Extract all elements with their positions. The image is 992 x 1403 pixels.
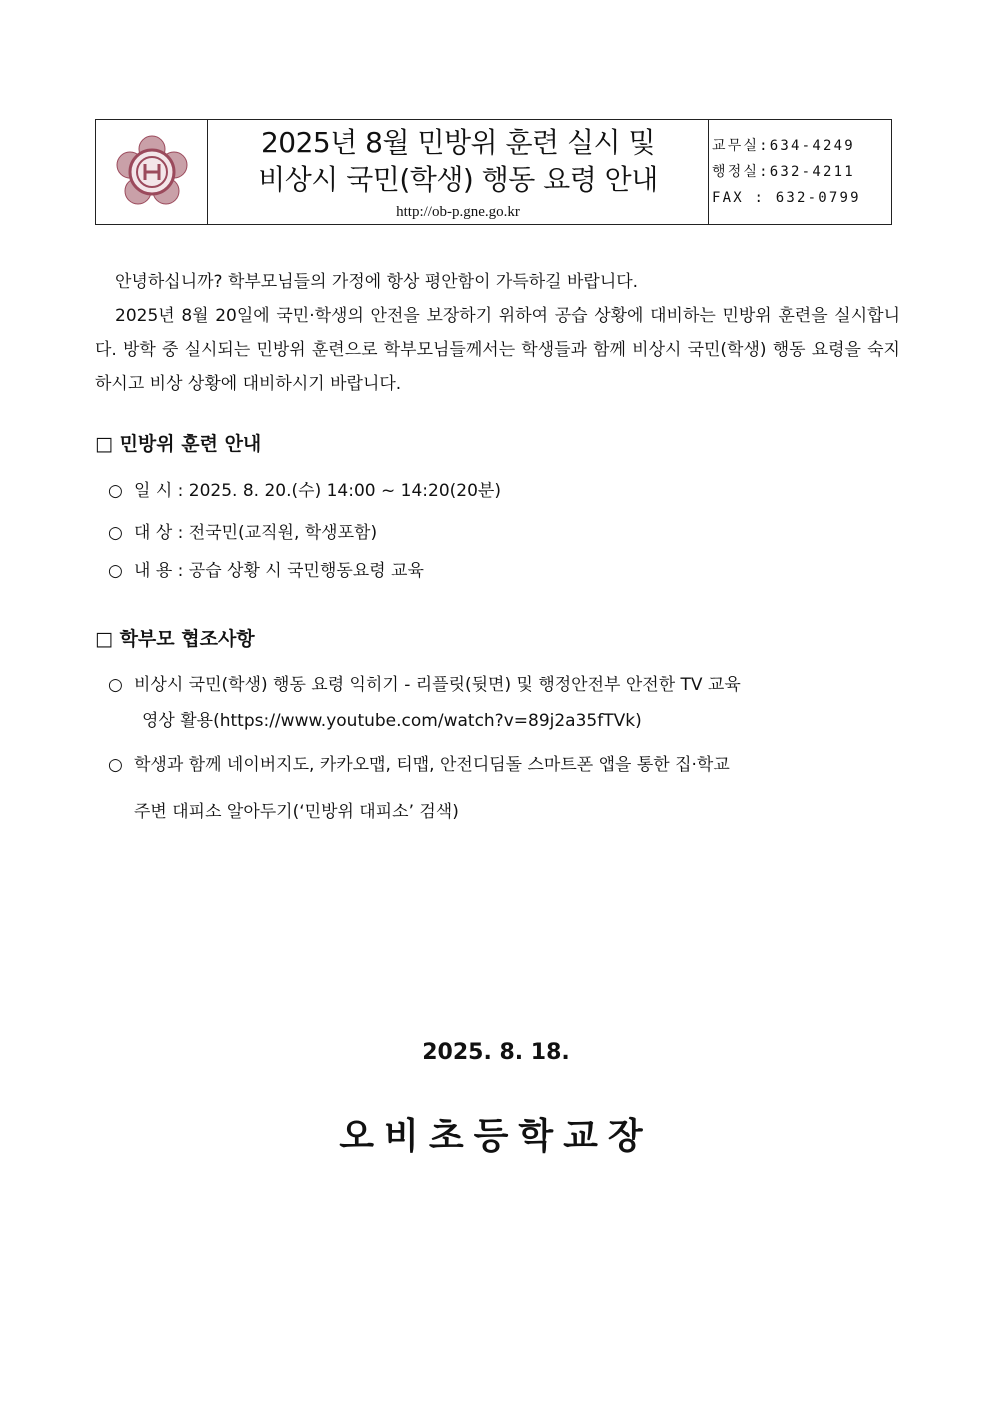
- list-item: [108, 476, 501, 501]
- list-item: [108, 750, 730, 775]
- document-title-line2: 비상시 국민(학생) 행동 요령 안내: [258, 162, 658, 196]
- contact-office: 교무실:634-4249: [712, 138, 855, 154]
- school-emblem-icon: [115, 135, 189, 209]
- item-shelter-line2: 주변 대피소 알아두기(‘민방위 대피소’ 검색): [134, 802, 459, 822]
- intro-paragraph: 2025년 8월 20일에 국민·학생의 안전을 보장하기 위하여 공습 상황에 대비하는 민방위 훈련을 실시합니다. 방학 중 실시되는 민방위 훈련으로 학부모님들께서는 학생들과 함께 비상시 국민(학생) 행동 요령을 숙지하시고 비상 상황에 대비하시기 바랍니다.: [95, 306, 900, 394]
- intro: [95, 265, 900, 401]
- contact-admin: 행정실:632-4211: [712, 164, 855, 180]
- contact-cell: [709, 120, 891, 224]
- letterhead: [95, 119, 892, 225]
- greeting: 안녕하십니까? 학부모님들의 가정에 항상 평안함이 가득하길 바랍니다.: [115, 272, 639, 292]
- contact-fax: FAX : 632-0799: [712, 190, 861, 206]
- item-shelter-line1: 학생과 함께 네이버지도, 카카오맵, 티맵, 안전디딤돌 스마트폰 앱을 통한 집·학교: [134, 755, 730, 775]
- section-heading-cooperation: □ 학부모 협조사항: [95, 628, 255, 650]
- logo-cell: [96, 120, 208, 224]
- item-schedule: 일 시 : 2025. 8. 20.(수) 14:00 ~ 14:20(20분): [134, 481, 501, 501]
- bullet-mark: ○: [108, 523, 123, 543]
- item-target: 대 상 : 전국민(교직원, 학생포함): [134, 523, 378, 543]
- list-item: [108, 556, 424, 581]
- document-title-line1: 2025년 8월 민방위 훈련 실시 및: [260, 125, 656, 159]
- bullet-mark: ○: [108, 481, 123, 501]
- issue-date: 2025. 8. 18.: [422, 1040, 570, 1065]
- bullet-mark: ○: [108, 561, 123, 581]
- list-item: [108, 670, 741, 695]
- principal-signature: 오비초등학교장: [339, 1116, 653, 1157]
- school-url: http://ob-p.gne.go.kr: [396, 203, 520, 220]
- item-content: 내 용 : 공습 상황 시 국민행동요령 교육: [134, 561, 424, 581]
- section-heading-training: □ 민방위 훈련 안내: [95, 433, 262, 455]
- bullet-mark: ○: [108, 755, 123, 775]
- list-item: [108, 518, 377, 543]
- title-cell: [208, 120, 709, 224]
- item-learn-guide-line1: 비상시 국민(학생) 행동 요령 익히기 - 리플릿(뒷면) 및 행정안전부 안전한 TV 교육: [134, 675, 741, 695]
- bullet-mark: ○: [108, 675, 123, 695]
- item-learn-guide-line2: 영상 활용(https://www.youtube.com/watch?v=89j2a35fTVk): [142, 711, 642, 731]
